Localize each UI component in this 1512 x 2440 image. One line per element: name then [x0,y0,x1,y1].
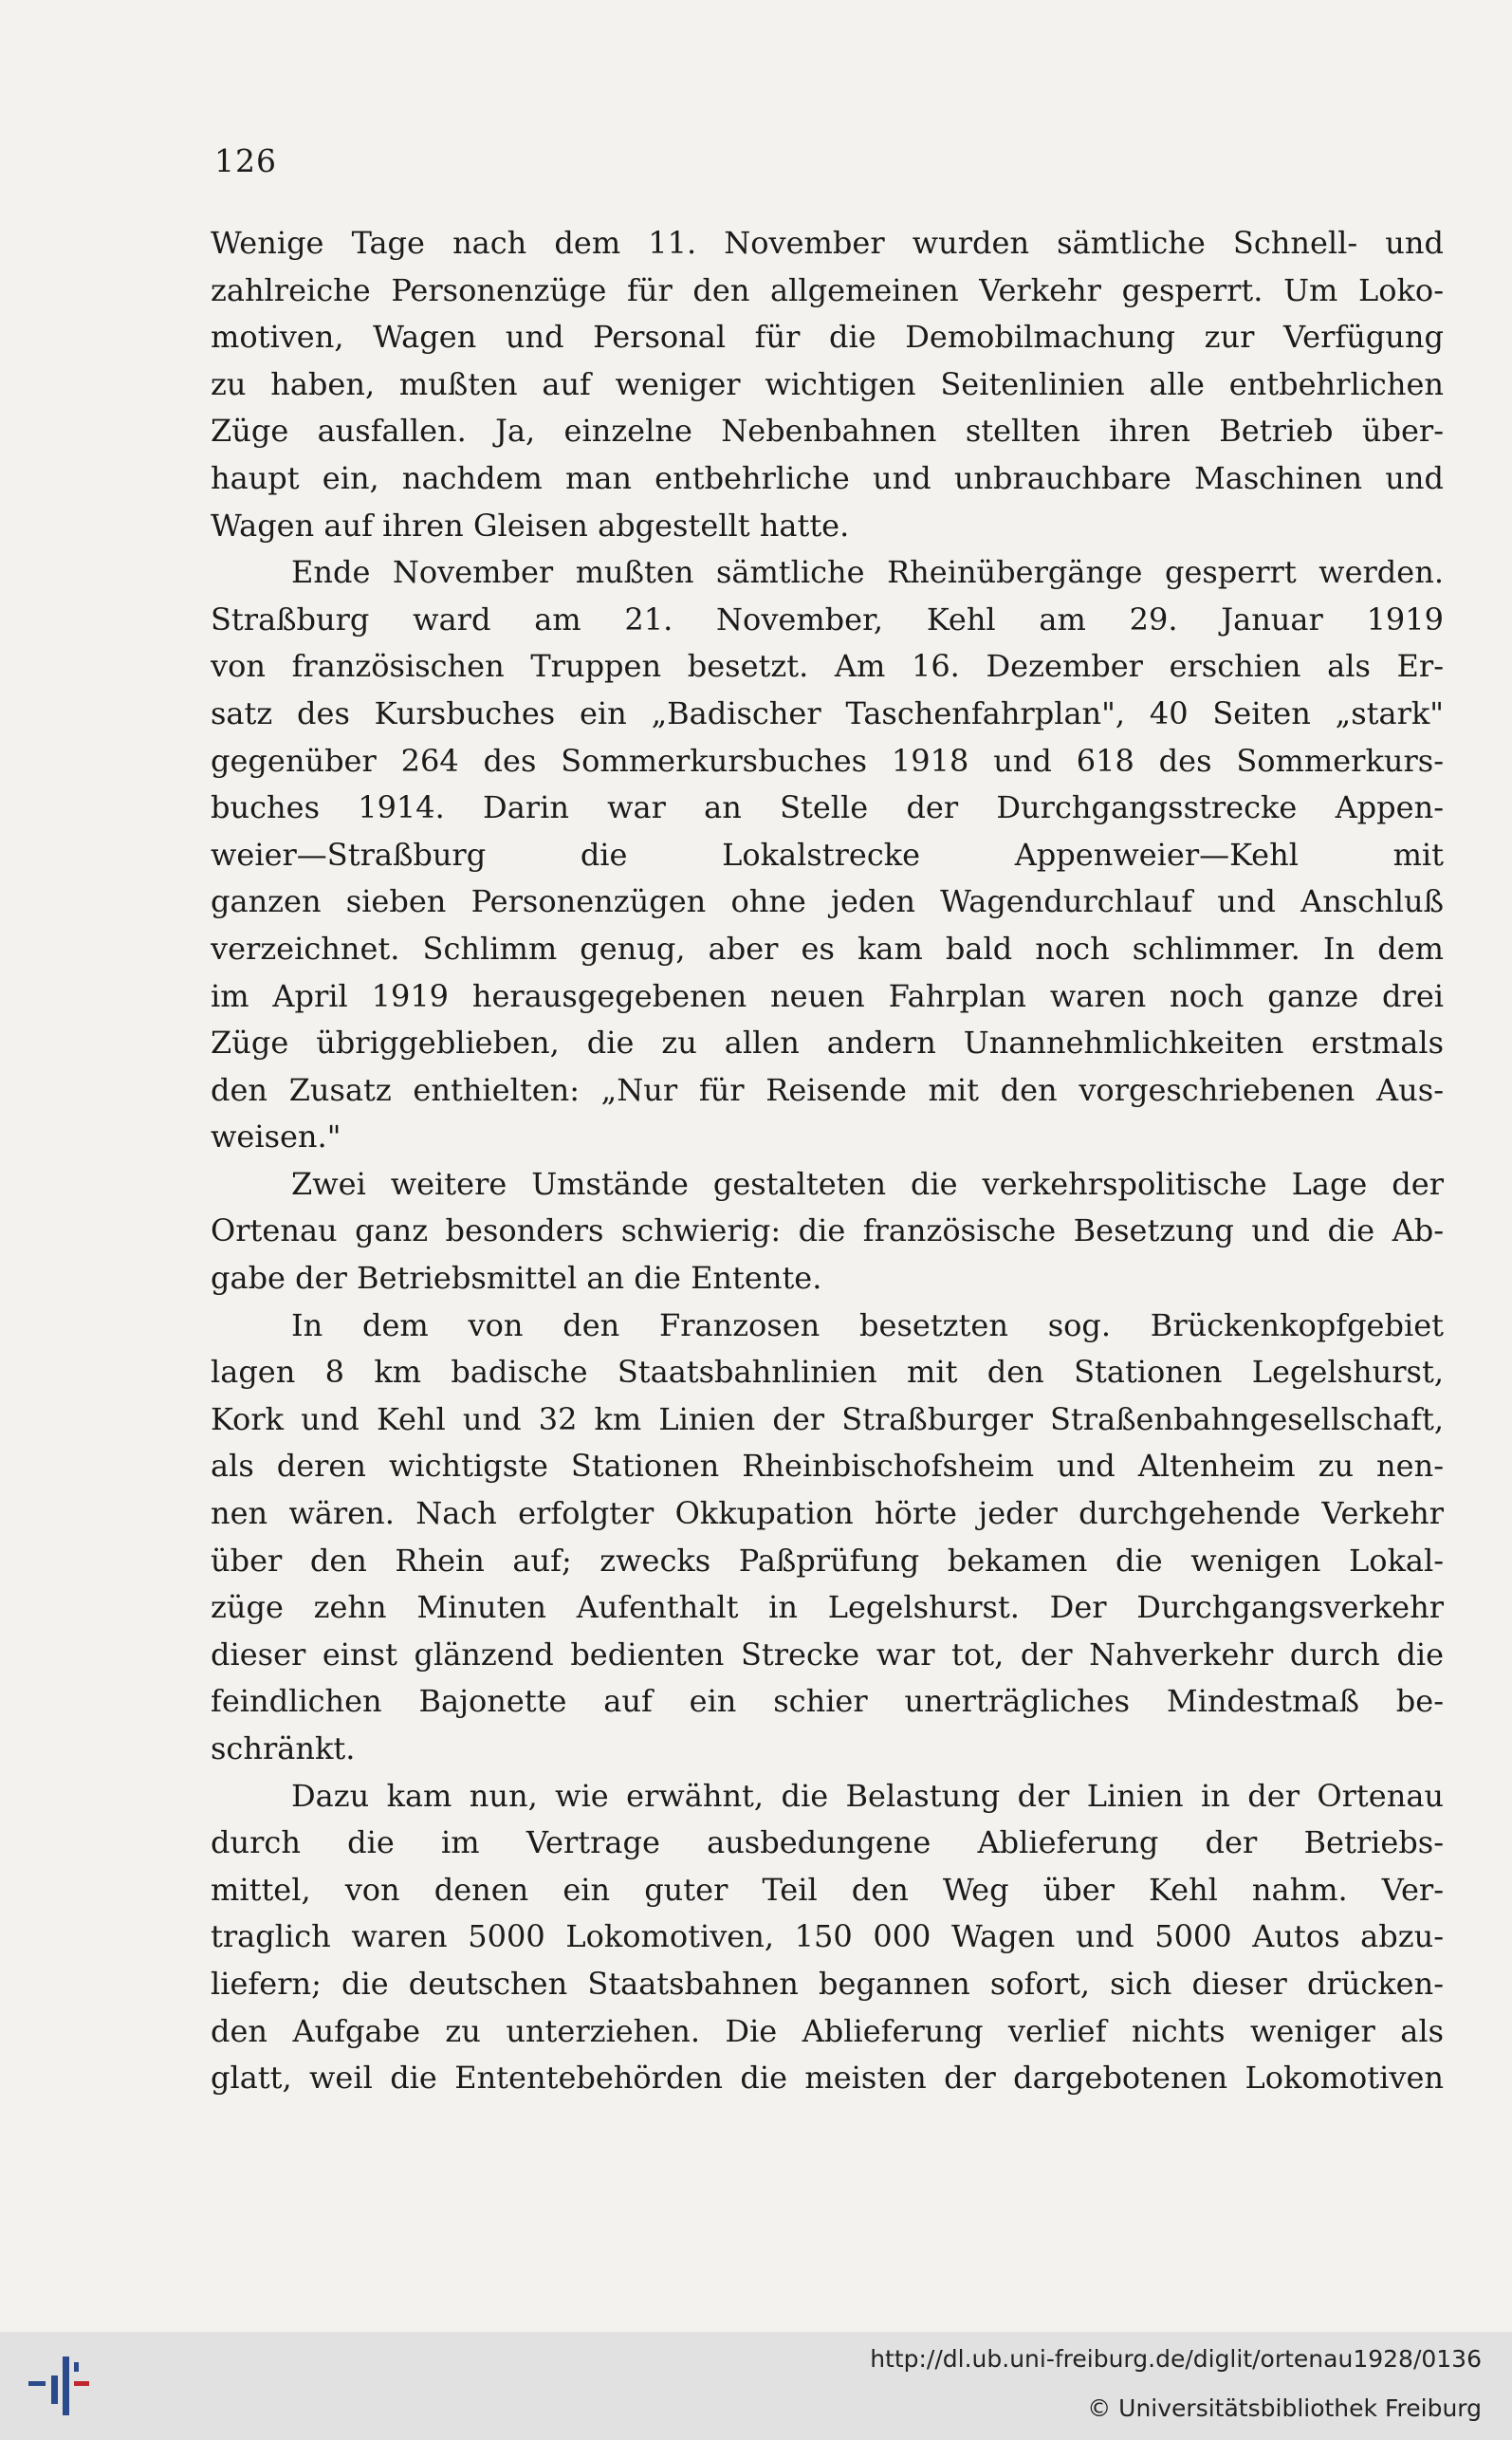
text-line: buches 1914. Darin war an Stelle der Durchgangsstrecke Appen- [211,789,1444,826]
source-url-link[interactable]: http://dl.ub.uni-freiburg.de/diglit/ortenau1928/0136 [870,2345,1482,2373]
text-line: schränkt. [211,1730,356,1766]
text-line: Züge ausfallen. Ja, einzelne Nebenbahnen stellten ihren Betrieb über- [211,413,1444,450]
text-line: Dazu kam nun, wie erwähnt, die Belastung der Linien in der Ortenau [291,1777,1444,1814]
text-line: In dem von den Franzosen besetzten sog. Brückenkopfgebiet [291,1306,1444,1343]
text-line: Wagen auf ihren Gleisen abgestellt hatte. [211,507,850,544]
text-line: Ortenau ganz besonders schwierig: die französische Besetzung und die Ab- [211,1212,1444,1249]
text-line: verzeichnet. Schlimm genug, aber es kam bald noch schlimmer. In dem [211,930,1444,967]
text-line: ganzen sieben Personenzügen ohne jeden Wagendurchlauf und Anschluß [211,883,1444,920]
text-line: gegenüber 264 des Sommerkursbuches 1918 und 618 des Sommerkurs- [211,742,1444,779]
text-line: Ende November mußten sämtliche Rheinübergänge gesperrt werden. [291,554,1444,591]
text-line: haupt ein, nachdem man entbehrliche und unbrauchbare Maschinen und [211,459,1444,496]
text-line: nen wären. Nach erfolgter Okkupation hörte jeder durchgehende Verkehr [211,1495,1444,1532]
text-line: Züge übriggeblieben, die zu allen andern Unannehmlichkeiten erstmals [211,1025,1444,1062]
text-line: züge zehn Minuten Aufenthalt in Legelshurst. Der Durchgangsverkehr [211,1589,1444,1626]
text-line: liefern; die deutschen Staatsbahnen begannen sofort, sich dieser drücken- [211,1965,1444,2002]
text-line: weier—Straßburg die Lokalstrecke Appenweier—Kehl mit [211,836,1444,873]
text-line: gabe der Betriebsmittel an die Entente. [211,1260,822,1297]
text-line: über den Rhein auf; zwecks Paßprüfung bekamen die wenigen Lokal- [211,1542,1444,1579]
body-text [211,220,1444,2102]
text-line: traglich waren 5000 Lokomotiven, 150 000 Wagen und 5000 Autos abzu- [211,1918,1444,1955]
text-line: den Zusatz enthielten: „Nur für Reisende mit den vorgeschriebenen Aus- [211,1071,1444,1108]
text-line: weisen." [211,1118,341,1155]
text-line: den Aufgabe zu unterziehen. Die Ablieferung verlief nichts weniger als [211,2012,1444,2049]
text-line: satz des Kursbuches ein „Badischer Taschenfahrplan", 40 Seiten „stark" [211,694,1444,731]
text-line: Straßburg ward am 21. November, Kehl am 29. Januar 1919 [211,601,1444,638]
text-line: zu haben, mußten auf weniger wichtigen Seitenlinien alle entbehrlichen [211,365,1444,402]
text-line: mittel, von denen ein guter Teil den Weg über Kehl nahm. Ver- [211,1871,1444,1908]
text-line: feindlichen Bajonette auf ein schier unerträgliches Mindestmaß be- [211,1683,1444,1720]
footer-bar [0,2332,1512,2440]
text-line: als deren wichtigste Stationen Rheinbischofsheim und Altenheim zu nen- [211,1448,1444,1485]
text-line: Zwei weitere Umstände gestalteten die verkehrspolitische Lage der [291,1165,1444,1202]
text-line: Kork und Kehl und 32 km Linien der Straßburger Straßenbahngesellschaft, [211,1400,1444,1437]
copyright-notice: © Universitätsbibliothek Freiburg [1087,2394,1482,2422]
text-line: dieser einst glänzend bedienten Strecke war tot, der Nahverkehr durch die [211,1636,1444,1673]
text-line: motiven, Wagen und Personal für die Demobilmachung zur Verfügung [211,319,1444,356]
text-line: Wenige Tage nach dem 11. November wurden sämtliche Schnell- und [211,225,1444,261]
page-number: 126 [214,142,277,179]
text-line: lagen 8 km badische Staatsbahnlinien mit den Stationen Legelshurst, [211,1354,1444,1391]
ub-freiburg-logo-icon [28,2351,104,2417]
text-line: glatt, weil die Ententebehörden die meisten der dargebotenen Lokomotiven [211,2060,1444,2097]
text-line: zahlreiche Personenzüge für den allgemeinen Verkehr gesperrt. Um Loko- [211,271,1444,308]
text-line: im April 1919 herausgegebenen neuen Fahrplan waren noch ganze drei [211,977,1444,1014]
text-line: von französischen Truppen besetzt. Am 16. Dezember erschien als Er- [211,648,1444,685]
text-line: durch die im Vertrage ausbedungene Ablieferung der Betriebs- [211,1824,1444,1861]
